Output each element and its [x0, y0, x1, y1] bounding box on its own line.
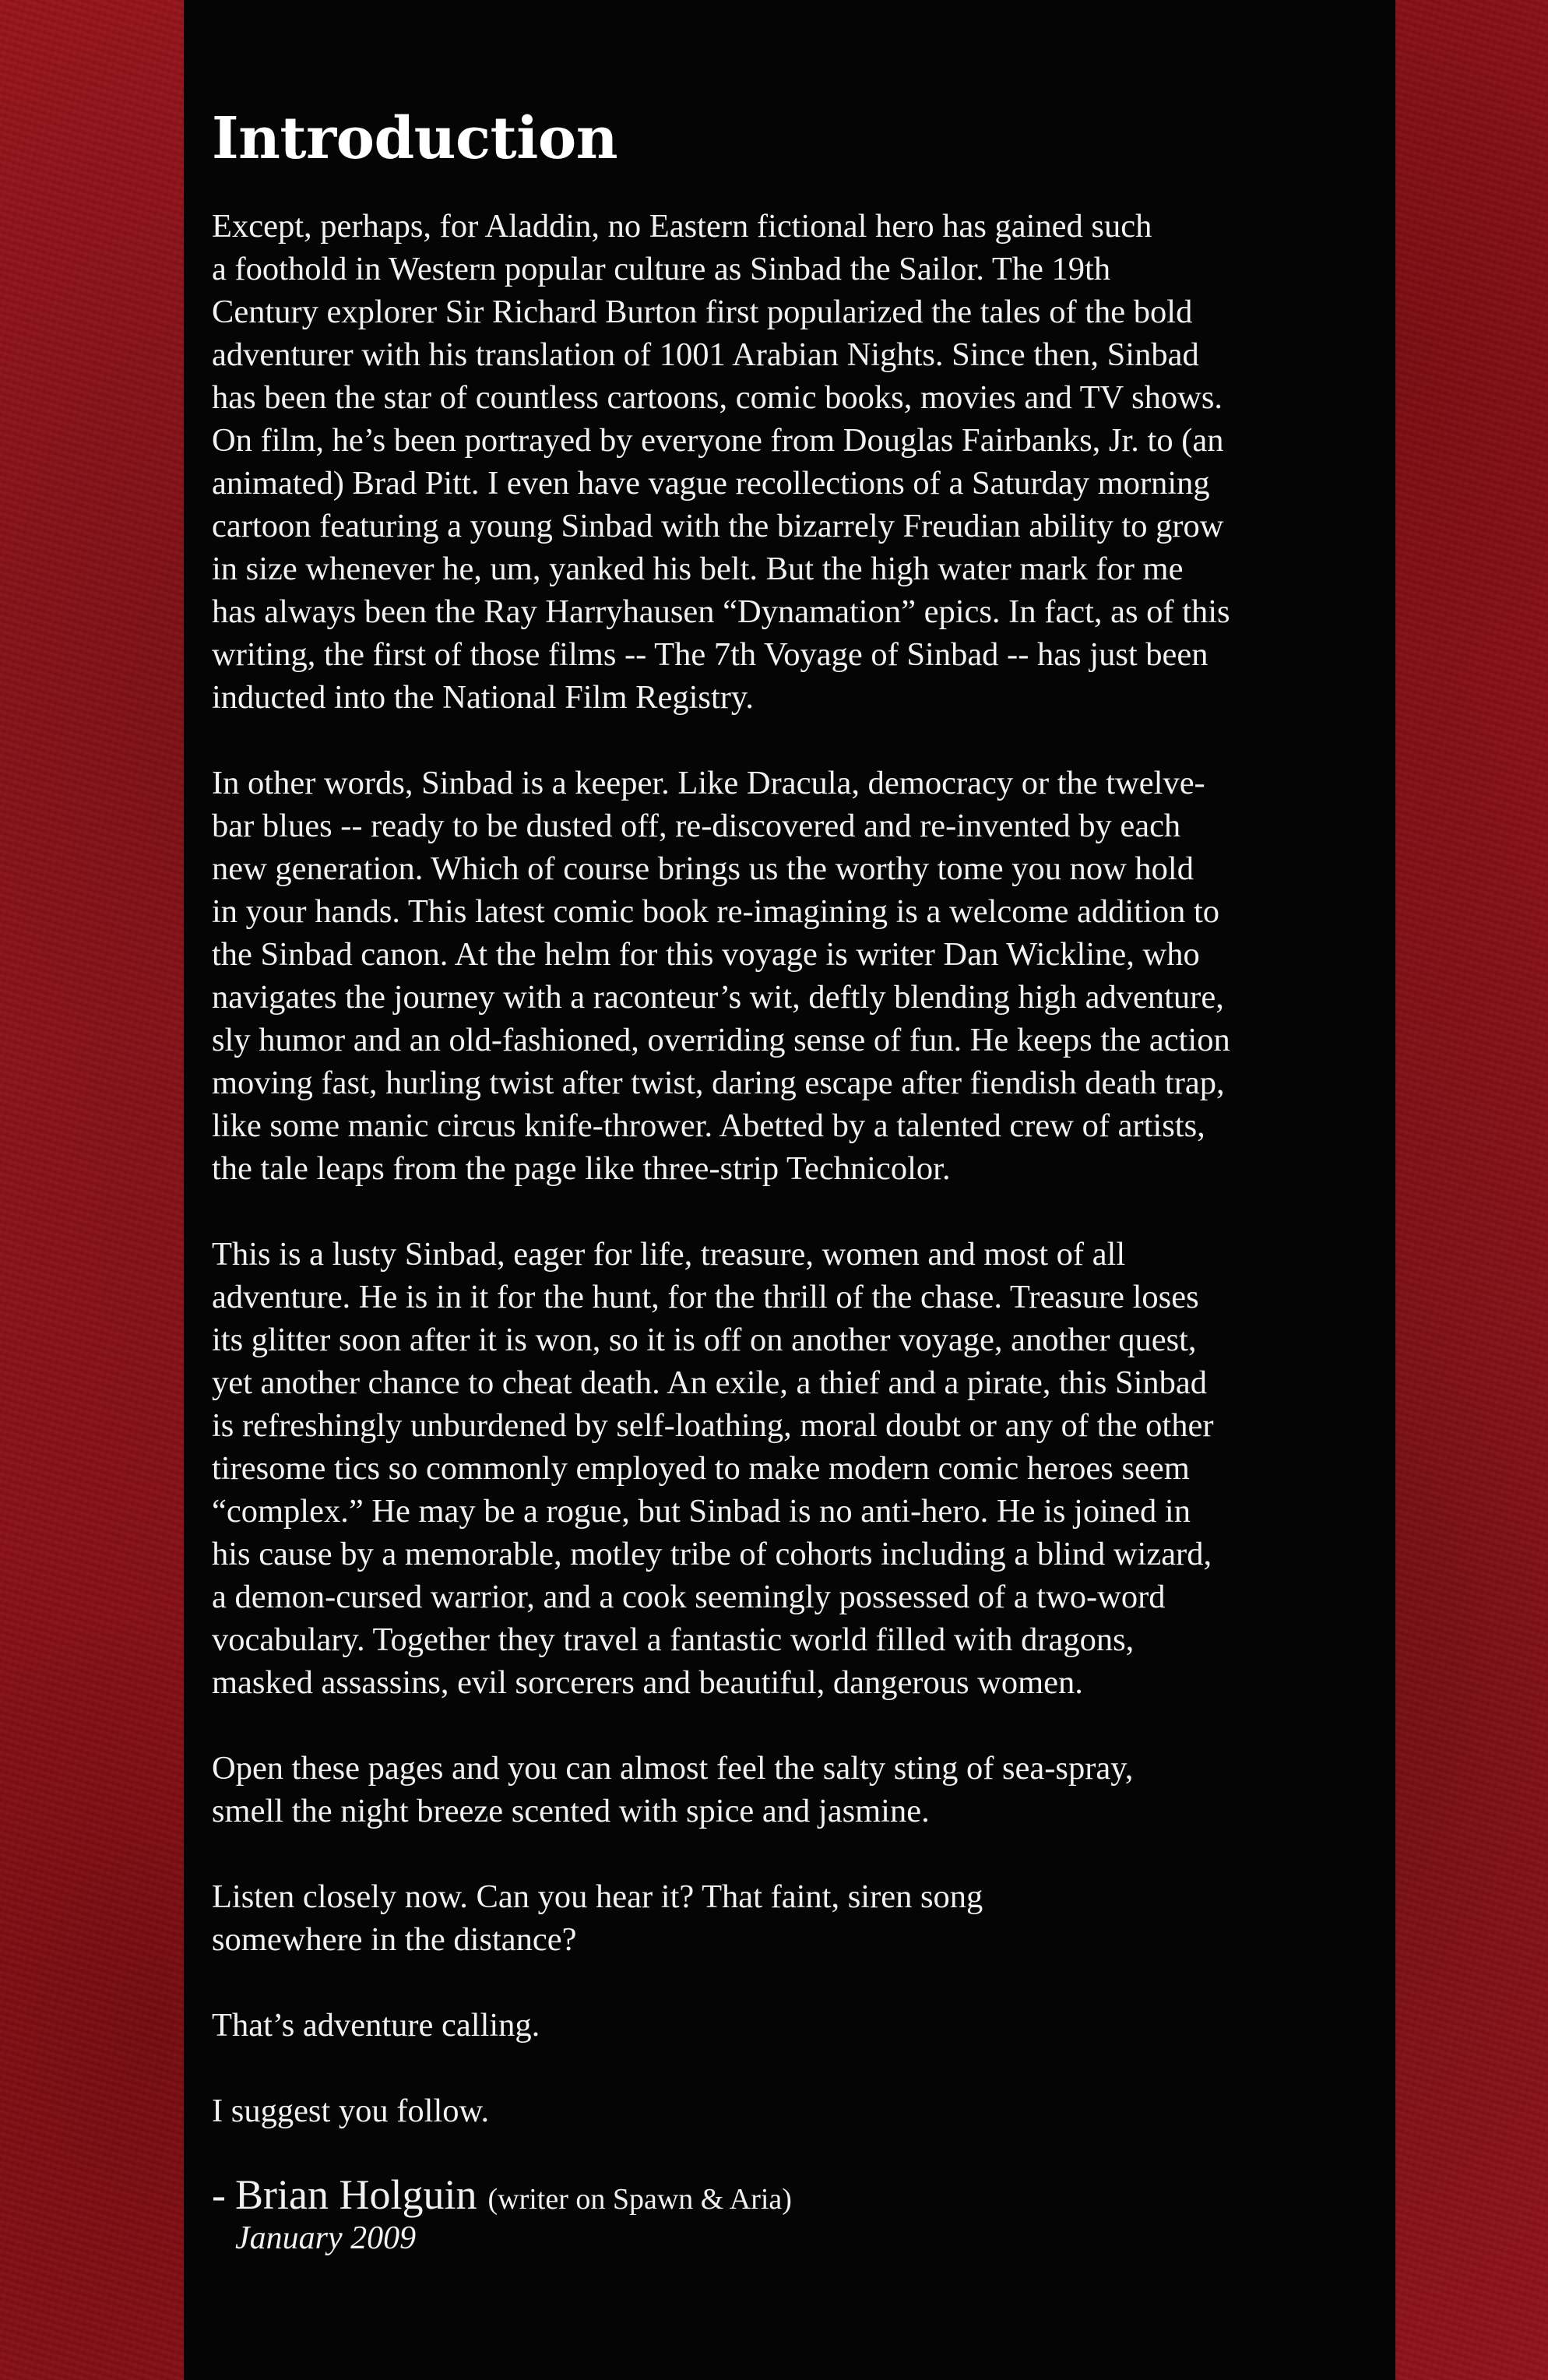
signature-line	[212, 2172, 1367, 2218]
paragraph-7: I suggest you follow.	[212, 2093, 490, 2130]
page-title: Introduction	[212, 105, 617, 172]
paragraph-1: Except, perhaps, for Aladdin, no Eastern fictional hero has gained such a foothold in Western popular culture as Sinbad the Sailor. The 19th Century explorer Sir Richard Burton first popularized the tales of the bold adventurer with his translation of 1001 Arabian Nights. Since then, Sinbad has been the star of countless cartoons, comic books, movies and TV shows. On film, he’s been portrayed by everyone from Douglas Fairbanks, Jr. to (an animated) Brad Pitt. I even have vague recollections of a Saturday morning cartoon featuring a young Sinbad with the bizarrely Freudian ability to grow in size whenever he, um, yanked his belt. But the high water mark for me has always been the Ray Harryhausen “Dynamation” epics. In fact, as of this writing, the first of those films -- The 7th Voyage of Sinbad -- has just been inducted into the National Film Registry.	[212, 208, 1230, 716]
signature-block	[212, 2172, 1367, 2256]
author-role: (writer on Spawn & Aria)	[487, 2183, 792, 2216]
paragraph-4: Open these pages and you can almost feel the salty sting of sea-spray, smell the night breeze scented with spice and jasmine.	[212, 1750, 1134, 1830]
paragraph-3: This is a lusty Sinbad, eager for life, treasure, women and most of all adventure. He is in it for the hunt, for the thrill of the chase. Treasure loses its glitter soon after it is won, so it is off on another voyage, another quest, yet another chance to cheat death. An exile, a thief and a pirate, this Sinbad is refreshingly unburdened by self-loathing, moral doubt or any of the other tiresome tics so commonly employed to make modern comic heroes seem “complex.” He may be a rogue, but Sinbad is no anti-hero. He is joined in his cause by a memorable, motley tribe of cohorts including a blind wizard, a demon-cursed warrior, and a cook seemingly possessed of a two-word vocabulary. Together they travel a fantastic world filled with dragons, masked assassins, evil sorcerers and beautiful, dangerous women.	[212, 1236, 1214, 1702]
paragraph-5: Listen closely now. Can you hear it? That faint, siren song somewhere in the distance?	[212, 1878, 983, 1959]
signature-date: January 2009	[235, 2220, 417, 2256]
paragraph-2: In other words, Sinbad is a keeper. Like Dracula, democracy or the twelve- bar blues -- ready to be dusted off, re-discovered and re-invented by each new generation. Which of course brings us the worthy tome you now hold in your hands. This latest comic book re-imagining is a welcome addition to the Sinbad canon. At the helm for this voyage is writer Dan Wickline, who navigates the journey with a raconteur’s wit, deftly blending high adventure, sly humor and an old-fashioned, overriding sense of fun. He keeps the action moving fast, hurling twist after twist, daring escape after fiendish death trap, like some manic circus knife-thrower. Abetted by a talented crew of artists, the tale leaps from the page like three-strip Technicolor.	[212, 765, 1230, 1188]
left-red-border	[0, 0, 184, 2380]
paragraph-6: That’s adventure calling.	[212, 2007, 540, 2044]
signature-dash: -	[212, 2171, 226, 2219]
right-red-border	[1395, 0, 1548, 2380]
author-name: Brian Holguin	[234, 2171, 477, 2219]
text-panel	[184, 0, 1395, 2380]
